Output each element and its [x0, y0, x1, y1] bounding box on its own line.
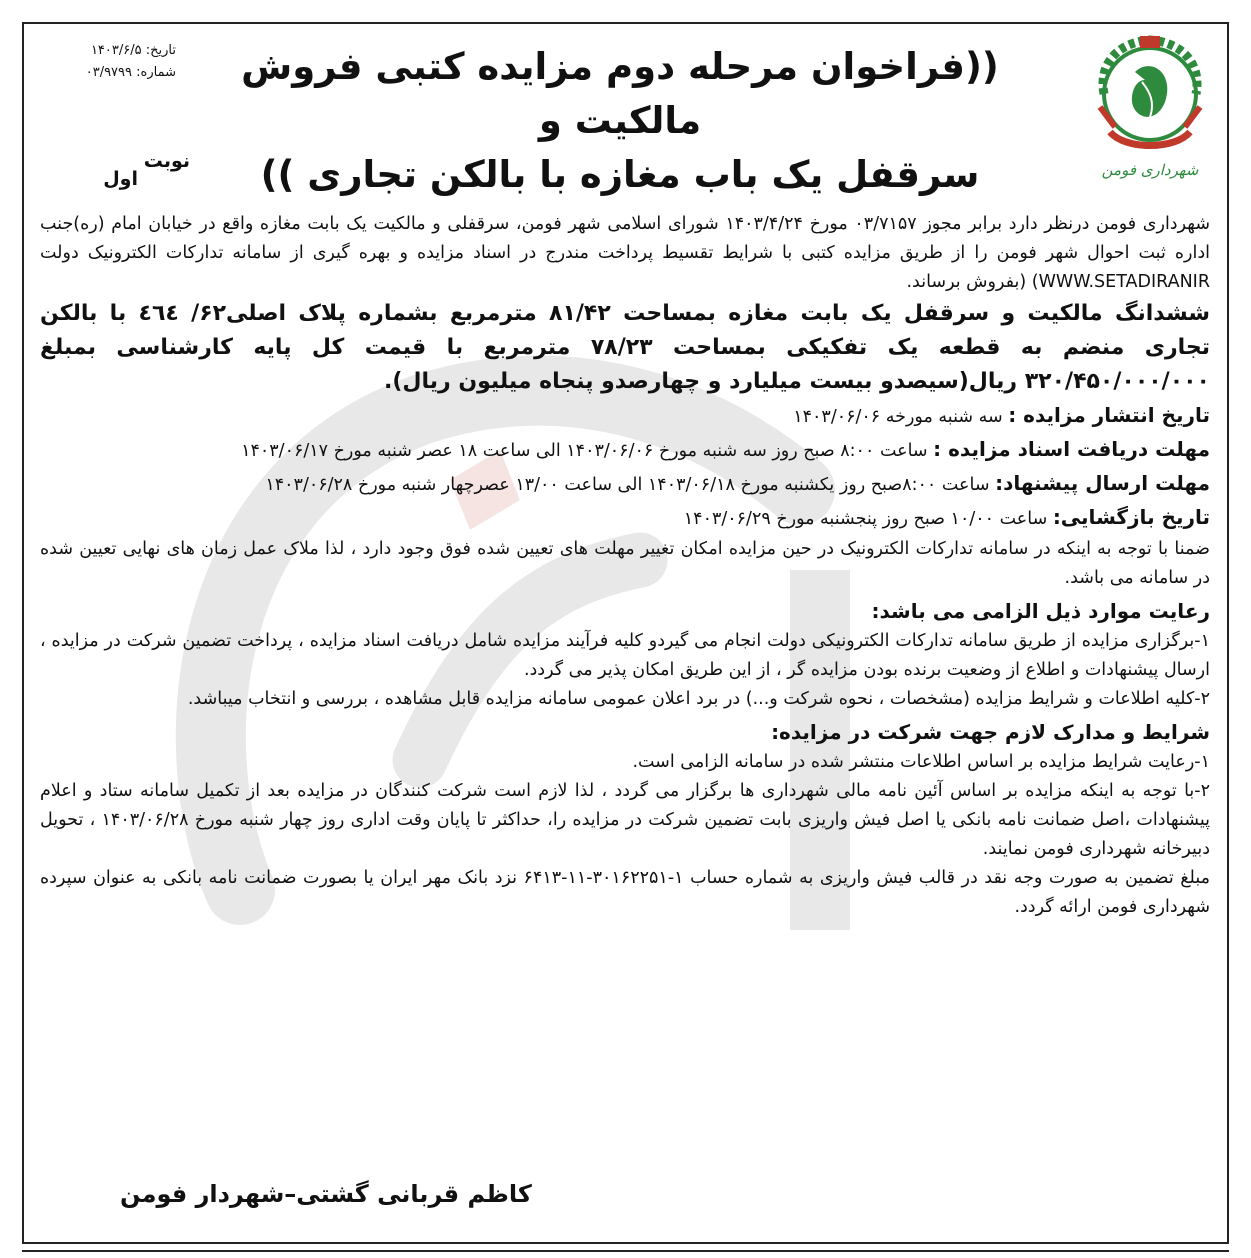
schedule-value: سه شنبه مورخه ۱۴۰۳/۰۶/۰۶ — [793, 407, 1003, 427]
schedule-value: ساعت ۸:۰۰صبح روز یکشنبه مورخ ۱۴۰۳/۰۶/۱۸ الی ساعت ۱۳/۰۰ عصرچهار شنبه مورخ ۱۴۰۳/۰۶/۲۸ — [265, 475, 990, 495]
schedule-row — [40, 467, 1210, 501]
schedule-value: ساعت ۱۰/۰۰ صبح روز پنجشنبه مورخ ۱۴۰۳/۰۶/۲۹ — [683, 509, 1048, 529]
schedule-row — [40, 399, 1210, 433]
section-2-heading: شرایط و مدارک لازم جهت شرکت در مزایده: — [771, 720, 1210, 744]
reference-box — [36, 40, 176, 84]
schedule-label: مهلت دریافت اسناد مزایده : — [933, 437, 1210, 461]
schedule-row — [40, 433, 1210, 467]
date-line: تاریخ: ۱۴۰۳/۶/۵ — [90, 43, 176, 58]
section-2-item: ۲-با توجه به اینکه مزایده بر اساس آئین نامه مالی شهرداری ها برگزار می گردد ، لذا لازم است شرکت کنندگان در مزایده بعد از تکمیل سامانه ستاد و اعلام پیشنهادات ،اصل ضمانت نامه بانکی یا اصل فیش واریزی بابت تضمین شرکت در مزایده را، حداکثر تا پایان وقت اداری روز چهار شنبه مورخ ۱۴۰۳/۰۶/۲۸ ، تحویل دبیرخانه شهرداری فومن نمایند. — [40, 781, 1210, 859]
section-1-item: ۱-برگزاری مزایده از طریق سامانه تدارکات الکترونیکی دولت انجام می گیردو کلیه فرآیند مزایده شامل دریافت اسناد مزایده ، پرداخت تضمین شرکت در مزایده ، ارسال پیشنهادات و اطلاع از وضعیت برنده بودن مزایده گر ، از این طریق امکان پذیر می گردد. — [40, 631, 1210, 680]
logo-caption: شهرداری فومن — [1101, 161, 1199, 179]
signature: کاظم قربانی گشتی–شهردار فومن — [120, 1180, 532, 1208]
section-1-item: ۲-کلیه اطلاعات و شرایط مزایده (مشخصات ، نحوه شرکت و...) در برد اعلان عمومی سامانه مزایده قابل مشاهده ، بررسی و انتخاب میباشد. — [187, 689, 1210, 709]
round-value: اول — [103, 168, 138, 190]
number-line: شماره: ۰۳/۹۷۹۹ — [85, 65, 176, 80]
announcement-body — [40, 210, 1210, 922]
schedule-label: مهلت ارسال پیشنهاد: — [995, 471, 1210, 495]
title-line-1: ((فراخوان مرحله دوم مزایده کتبی فروش مالکیت و — [241, 45, 999, 142]
page-title — [175, 40, 1065, 202]
schedule-label: تاریخ انتشار مزایده : — [1008, 403, 1210, 427]
municipality-logo — [1080, 32, 1220, 182]
bottom-divider — [22, 1250, 1229, 1252]
section-2-item: ۱-رعایت شرایط مزایده بر اساس اطلاعات منتشر شده در سامانه الزامی است. — [632, 752, 1210, 772]
schedule-row — [40, 501, 1210, 535]
section-2-item: مبلغ تضمین به صورت وجه نقد در قالب فیش واریزی به شماره حساب ۱-۳۰۱۶۲۲۵۱-۱۱-۶۴۱۳ نزد بانک مهر ایران یا بصورت ضمانت نامه بانکی به عنوان سپرده شهرداری فومن ارائه گردد. — [40, 868, 1210, 917]
round-label — [80, 150, 190, 200]
emblem-icon — [1080, 32, 1220, 157]
round-word: نوبت — [143, 150, 190, 172]
schedule-value: ساعت ۸:۰۰ صبح روز سه شنبه مورخ ۱۴۰۳/۰۶/۰۶ الی ساعت ۱۸ عصر شنبه مورخ ۱۴۰۳/۰۶/۱۷ — [241, 441, 928, 461]
title-line-2: سرقفل یک باب مغازه با بالکن تجاری )) — [260, 153, 980, 196]
note-paragraph: ضمنا با توجه به اینکه در سامانه تدارکات الکترونیک در حین مزایده امکان تغییر مهلت های تعیین شده فوق وجود دارد ، لذا ملاک عمل زمان های نهایی تعیین شده در سامانه می باشد. — [40, 539, 1210, 588]
intro-paragraph: شهرداری فومن درنظر دارد برابر مجوز ۰۳/۷۱۵۷ مورخ ۱۴۰۳/۴/۲۴ شورای اسلامی شهر فومن، سرقفلی و مالکیت یک بابت مغازه واقع در خیابان امام (ره)جنب اداره ثبت احوال شهر فومن را از طریق مزایده کتبی با شرایط تقسیط پرداخت مندرج در اسناد مزایده و بهره گیری از سامانه تدارکات الکترونیک دولت WWW.SETADIRANIR) (بفروش برساند. — [40, 214, 1210, 292]
section-1-heading: رعایت موارد ذیل الزامی می باشد: — [871, 599, 1210, 623]
schedule-label: تاریخ بازگشایی: — [1052, 505, 1210, 529]
property-description: ششدانگ مالکیت و سرقفل یک بابت مغازه بمساحت ۸۱/۴۲ مترمربع بشماره پلاک اصلی۶۲/ ٤٦٤ با بالکن تجاری منضم به قطعه یک تفکیکی بمساحت ۷۸/۲۳ مترمربع با قیمت کل پایه کارشناسی بمبلغ ۳۲۰/۴۵۰/۰۰۰/۰۰۰ ریال(سیصدو بیست میلیارد و چهارصدو پنجاه میلیون ریال). — [40, 301, 1211, 394]
schedule-list — [40, 399, 1210, 535]
